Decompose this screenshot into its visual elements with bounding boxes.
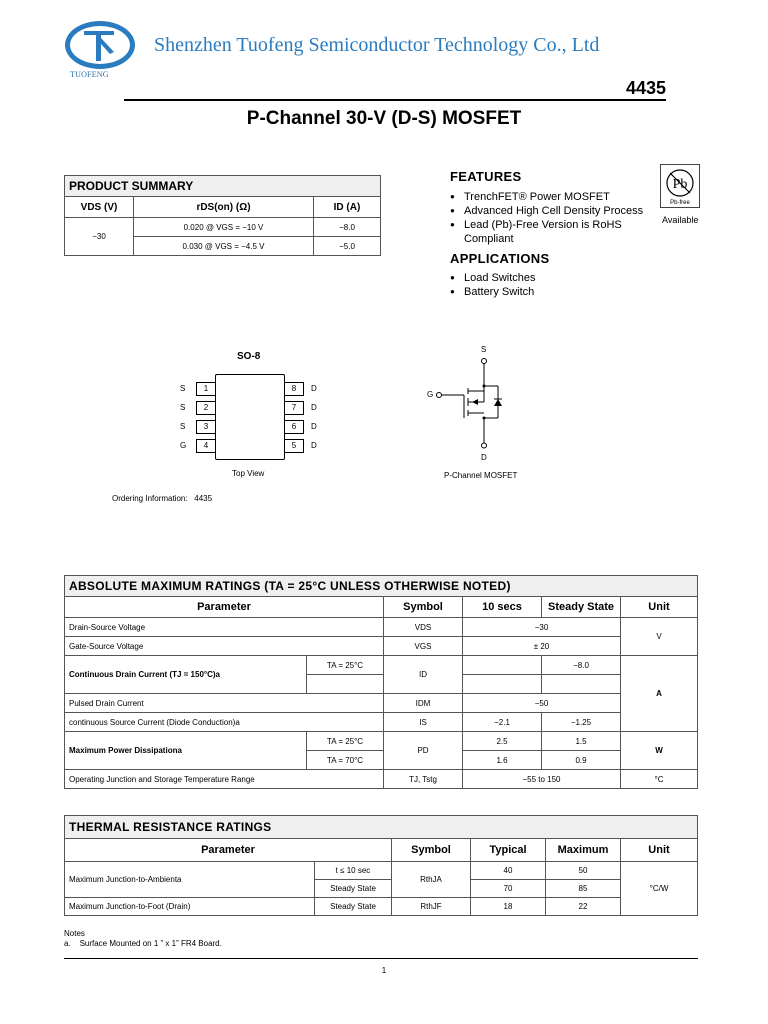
footer-rule bbox=[64, 958, 698, 959]
pb-free-label: Pb-free bbox=[670, 200, 690, 206]
pin-label: D bbox=[311, 384, 317, 393]
table-cell: t ≤ 10 sec bbox=[315, 862, 392, 880]
table-cell: 40 bbox=[471, 862, 546, 880]
table-cell: VDS bbox=[384, 618, 463, 637]
table-cell: 85 bbox=[546, 880, 621, 898]
table-cell: VGS bbox=[384, 637, 463, 656]
amr-col-parameter: Parameter bbox=[65, 597, 384, 618]
p-channel-mosfet-icon bbox=[430, 352, 510, 454]
list-item: ● Lead (Pb)-Free Version is RoHS Compliant bbox=[450, 218, 660, 246]
rds-row-2: 0.030 @ VGS = −4.5 V bbox=[134, 237, 314, 256]
absolute-maximum-ratings-table bbox=[64, 575, 698, 789]
symbol-d-label: D bbox=[481, 453, 487, 462]
trr-col-maximum: Maximum bbox=[546, 839, 621, 862]
table-cell: TJ, Tstg bbox=[384, 770, 463, 789]
table-row: Drain-Source Voltage bbox=[65, 618, 384, 637]
ordering-information: Ordering Information: 4435 bbox=[112, 494, 213, 503]
so8-right-pins bbox=[284, 382, 324, 458]
top-view-label: Top View bbox=[232, 469, 265, 478]
package-name: SO-8 bbox=[237, 351, 261, 362]
company-logo bbox=[62, 18, 140, 72]
pb-free-icon bbox=[661, 165, 699, 207]
pb-free-badge bbox=[660, 164, 700, 208]
list-item: ● Advanced High Cell Density Process bbox=[450, 204, 660, 218]
part-number: 4435 bbox=[625, 78, 666, 98]
table-cell bbox=[463, 656, 542, 675]
table-cell: 1.5 bbox=[542, 732, 621, 751]
table-cell: −55 to 150 bbox=[463, 770, 621, 789]
pin-label: D bbox=[311, 441, 317, 450]
pin-number: 3 bbox=[196, 420, 216, 434]
table-cell: 50 bbox=[546, 862, 621, 880]
col-rds: rDS(on) (Ω) bbox=[134, 197, 314, 218]
pin-row bbox=[284, 382, 324, 401]
table-cell: −2.1 bbox=[463, 713, 542, 732]
logo-text: TUOFENG bbox=[70, 70, 109, 79]
pin-label: D bbox=[311, 422, 317, 431]
trr-heading: THERMAL RESISTANCE RATINGS bbox=[65, 816, 698, 839]
table-cell: ID bbox=[384, 656, 463, 694]
pin-label: S bbox=[180, 403, 186, 412]
product-summary-heading: PRODUCT SUMMARY bbox=[65, 176, 381, 197]
pb-symbol: Pb bbox=[672, 177, 688, 192]
pb-available: Available bbox=[662, 215, 699, 225]
table-cell: IS bbox=[384, 713, 463, 732]
amr-col-steady: Steady State bbox=[542, 597, 621, 618]
table-cell: IDM bbox=[384, 694, 463, 713]
amr-heading: ABSOLUTE MAXIMUM RATINGS (TA = 25°C UNLESS OTHERWISE NOTED) bbox=[65, 576, 698, 597]
table-cell bbox=[542, 675, 621, 694]
amr-col-unit: Unit bbox=[621, 597, 698, 618]
table-cell bbox=[463, 675, 542, 694]
table-cell: TA = 25°C bbox=[307, 732, 384, 751]
trr-col-parameter: Parameter bbox=[65, 839, 392, 862]
document-title: P-Channel 30-V (D-S) MOSFET bbox=[246, 108, 522, 129]
pin-number: 7 bbox=[284, 401, 304, 415]
table-cell: 1.6 bbox=[463, 751, 542, 770]
table-cell: Steady State bbox=[315, 880, 392, 898]
table-row: Pulsed Drain Current bbox=[65, 694, 384, 713]
pin-number: 2 bbox=[196, 401, 216, 415]
pin-number: 4 bbox=[196, 439, 216, 453]
table-cell: 18 bbox=[471, 898, 546, 916]
col-id: ID (A) bbox=[314, 197, 381, 218]
pin-label: G bbox=[180, 441, 187, 450]
so8-body bbox=[215, 374, 285, 460]
table-cell: ± 20 bbox=[463, 637, 621, 656]
pin-label: S bbox=[180, 422, 186, 431]
list-item: ● Load Switches bbox=[450, 271, 650, 285]
note-a: a. Surface Mounted on 1 ” x 1” FR4 Board. bbox=[64, 939, 222, 948]
table-cell: 0.9 bbox=[542, 751, 621, 770]
table-cell: 70 bbox=[471, 880, 546, 898]
trr-col-symbol: Symbol bbox=[392, 839, 471, 862]
applications-list bbox=[450, 271, 650, 299]
amr-col-10secs: 10 secs bbox=[463, 597, 542, 618]
table-cell: 22 bbox=[546, 898, 621, 916]
applications-heading: APPLICATIONS bbox=[450, 251, 550, 266]
table-cell: −30 bbox=[463, 618, 621, 637]
features-list bbox=[450, 190, 660, 246]
table-cell: PD bbox=[384, 732, 463, 770]
id-row-2: −5.0 bbox=[314, 237, 381, 256]
list-item: ● TrenchFET® Power MOSFET bbox=[450, 190, 660, 204]
trr-col-typical: Typical bbox=[471, 839, 546, 862]
col-vds: VDS (V) bbox=[65, 197, 134, 218]
table-row: Maximum Junction-to-Foot (Drain) bbox=[65, 898, 315, 916]
table-cell: RthJF bbox=[392, 898, 471, 916]
table-cell: TA = 70°C bbox=[307, 751, 384, 770]
table-row: Maximum Junction-to-Ambienta bbox=[65, 862, 315, 898]
pin-number: 6 bbox=[284, 420, 304, 434]
table-cell: °C/W bbox=[621, 862, 698, 916]
table-cell: −50 bbox=[463, 694, 621, 713]
page-number: 1 bbox=[381, 966, 387, 975]
notes bbox=[64, 929, 222, 949]
header-rule bbox=[124, 99, 666, 101]
table-cell: W bbox=[621, 732, 698, 770]
thermal-resistance-table bbox=[64, 815, 698, 916]
pin-label: S bbox=[180, 384, 186, 393]
list-item: ● Battery Switch bbox=[450, 285, 650, 299]
table-cell: −8.0 bbox=[542, 656, 621, 675]
trr-col-unit: Unit bbox=[621, 839, 698, 862]
company-name: Shenzhen Tuofeng Semiconductor Technology Co., Ltd bbox=[154, 34, 600, 56]
vds-value: −30 bbox=[65, 218, 134, 256]
table-row: Operating Junction and Storage Temperature Range bbox=[65, 770, 384, 789]
pin-number: 1 bbox=[196, 382, 216, 396]
table-cell: −1.25 bbox=[542, 713, 621, 732]
pin-row bbox=[284, 401, 324, 420]
table-cell: RthJA bbox=[392, 862, 471, 898]
table-row: Continuous Drain Current (TJ = 150°C)a bbox=[65, 656, 307, 694]
product-summary-table bbox=[64, 175, 381, 256]
amr-col-symbol: Symbol bbox=[384, 597, 463, 618]
table-cell: 2.5 bbox=[463, 732, 542, 751]
table-cell bbox=[307, 675, 384, 694]
table-cell: V bbox=[621, 618, 698, 656]
features-heading: FEATURES bbox=[450, 169, 522, 184]
symbol-g-label: G bbox=[427, 390, 434, 399]
symbol-s-label: S bbox=[481, 345, 487, 354]
table-cell: TA = 25°C bbox=[307, 656, 384, 675]
table-row: Maximum Power Dissipationa bbox=[65, 732, 307, 770]
pin-label: D bbox=[311, 403, 317, 412]
symbol-caption: P-Channel MOSFET bbox=[444, 471, 518, 480]
pin-number: 5 bbox=[284, 439, 304, 453]
table-row: continuous Source Current (Diode Conduction)a bbox=[65, 713, 384, 732]
id-row-1: −8.0 bbox=[314, 218, 381, 237]
table-cell: Steady State bbox=[315, 898, 392, 916]
pin-row bbox=[284, 420, 324, 439]
table-cell: A bbox=[621, 656, 698, 732]
pin-row bbox=[284, 439, 324, 458]
notes-title: Notes bbox=[64, 929, 85, 938]
pin-number: 8 bbox=[284, 382, 304, 396]
table-cell: °C bbox=[621, 770, 698, 789]
table-row: Gate-Source Voltage bbox=[65, 637, 384, 656]
rds-row-1: 0.020 @ VGS = −10 V bbox=[134, 218, 314, 237]
